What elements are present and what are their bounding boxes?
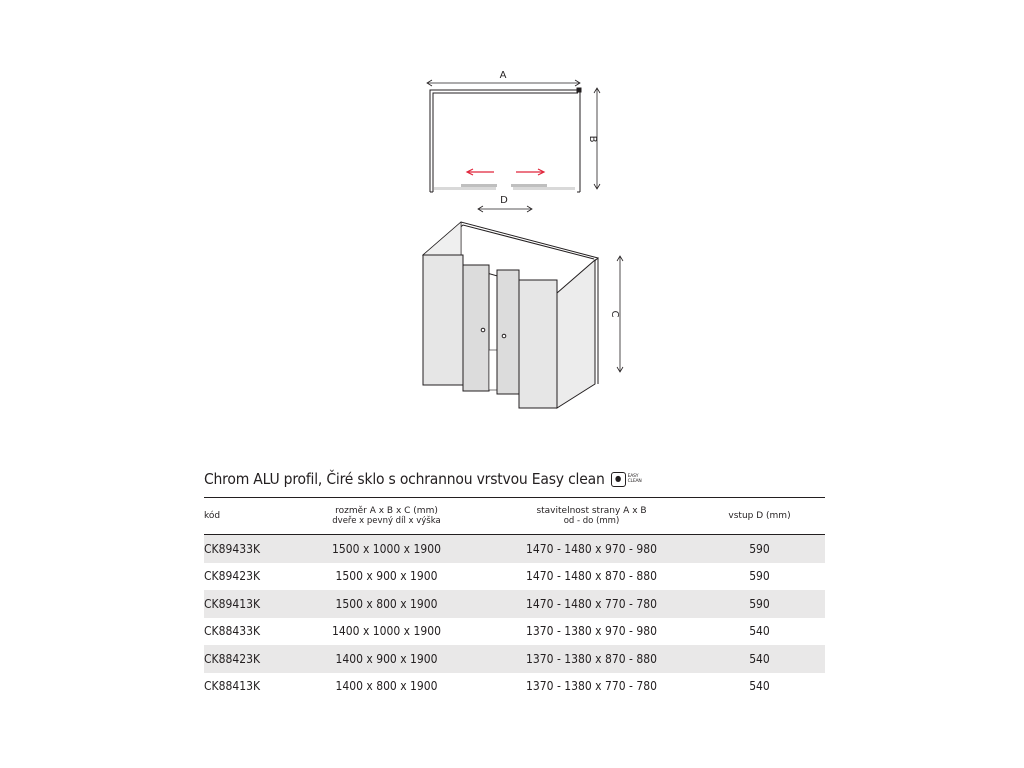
cell-adjustability: 1470 - 1480 x 770 - 780 — [526, 596, 657, 611]
badge-line2: CLEAN — [627, 479, 642, 484]
cell-code: CK88423K — [204, 651, 261, 666]
table-row — [204, 645, 825, 673]
header-adjustability — [489, 498, 694, 535]
cell-dimensions: 1500 x 800 x 1900 — [335, 596, 438, 611]
header-entry: vstup D (mm) — [728, 511, 791, 521]
table-row — [204, 563, 825, 591]
header-dimensions-sub: dveře x pevný díl x výška — [332, 516, 441, 526]
cell-code: CK89413K — [204, 596, 261, 611]
cell-code: CK89433K — [204, 541, 261, 556]
header-adjustability-sub: od - do (mm) — [563, 516, 620, 526]
easy-clean-badge — [611, 472, 642, 487]
cell-adjustability: 1370 - 1380 x 970 - 980 — [526, 624, 657, 639]
cell-dimensions: 1500 x 900 x 1900 — [335, 569, 438, 584]
dimension-c-label: C — [609, 310, 620, 318]
cell-entry: 590 — [749, 569, 770, 584]
cell-adjustability: 1470 - 1480 x 870 - 880 — [526, 569, 657, 584]
table-header-row — [204, 498, 825, 535]
cell-entry: 540 — [749, 679, 770, 694]
cell-code: CK88413K — [204, 679, 261, 694]
table-row — [204, 535, 825, 563]
table-row — [204, 673, 825, 701]
cell-dimensions: 1400 x 900 x 1900 — [335, 651, 438, 666]
cell-dimensions: 1400 x 800 x 1900 — [335, 679, 438, 694]
dimension-b-label: B — [587, 135, 598, 143]
cell-code: CK88433K — [204, 624, 261, 639]
cell-code: CK89423K — [204, 569, 261, 584]
dimension-d-label: D — [500, 195, 508, 206]
cell-entry: 590 — [749, 541, 770, 556]
cell-adjustability: 1370 - 1380 x 870 - 880 — [526, 651, 657, 666]
table-row — [204, 590, 825, 618]
cell-entry: 540 — [749, 651, 770, 666]
header-dimensions-main: rozměr A x B x C (mm) — [335, 506, 438, 516]
badge-line1: EASY — [627, 474, 639, 479]
dimension-c — [609, 256, 623, 372]
header-code: kód — [204, 511, 221, 521]
table-row — [204, 618, 825, 646]
cell-dimensions: 1400 x 1000 x 1900 — [332, 624, 441, 639]
spec-title-text: Chrom ALU profil, Čiré sklo s ochrannou vrstvou Easy clean — [204, 470, 605, 488]
spec-table — [204, 497, 825, 700]
header-dimensions — [284, 498, 489, 535]
cell-entry: 590 — [749, 596, 770, 611]
cell-adjustability: 1370 - 1380 x 770 - 780 — [526, 679, 657, 694]
cell-entry: 540 — [749, 624, 770, 639]
header-adjustability-main: stavitelnost strany A x B — [536, 506, 647, 516]
dimension-a-label: A — [499, 70, 507, 81]
water-drop-icon: ● — [611, 472, 626, 487]
cell-adjustability: 1470 - 1480 x 970 - 980 — [526, 541, 657, 556]
cell-dimensions: 1500 x 1000 x 1900 — [332, 541, 441, 556]
spec-title — [204, 470, 642, 488]
